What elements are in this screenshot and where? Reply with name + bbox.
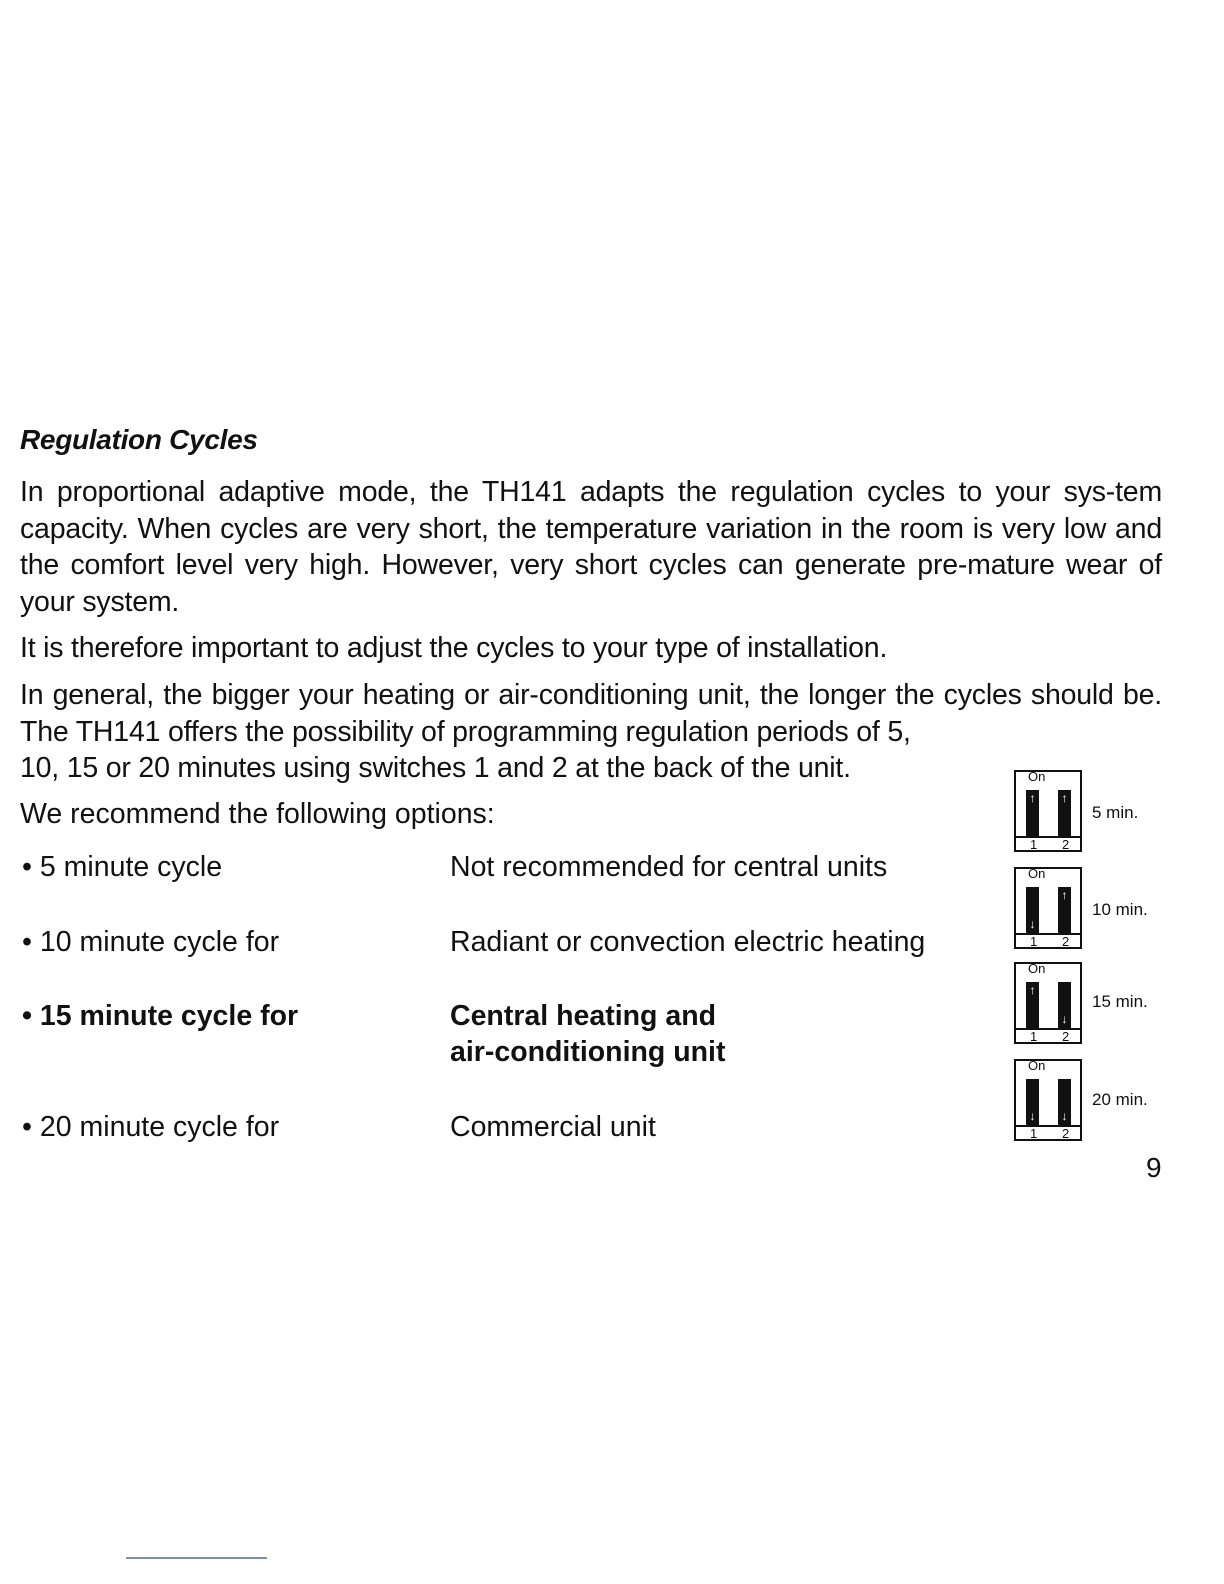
option-20-bullet: • 20 minute cycle for bbox=[22, 1111, 280, 1143]
option-15-description-line2: air-conditioning unit bbox=[450, 1036, 726, 1068]
page-number: 9 bbox=[1146, 1152, 1162, 1183]
dip-switch-2 bbox=[1058, 887, 1071, 933]
recommend-intro: We recommend the following options: bbox=[20, 798, 495, 830]
switch-number-1: 1 bbox=[1030, 1029, 1038, 1044]
switch-number-2: 2 bbox=[1062, 837, 1070, 852]
dip-switch-2 bbox=[1058, 1079, 1071, 1125]
switch-number-1: 1 bbox=[1030, 934, 1038, 949]
arrow-down-icon: ↓ bbox=[1061, 1109, 1068, 1123]
section-heading: Regulation Cycles bbox=[20, 424, 258, 455]
switch-diagram-5min bbox=[1014, 770, 1082, 852]
arrow-down-icon: ↓ bbox=[1029, 917, 1036, 931]
switch-number-1: 1 bbox=[1030, 1126, 1038, 1141]
switch-label-5min: 5 min. bbox=[1092, 803, 1139, 822]
switch-diagram-20min bbox=[1014, 1059, 1082, 1141]
switch-number-2: 2 bbox=[1062, 934, 1070, 949]
switch-label-20min: 20 min. bbox=[1092, 1090, 1148, 1109]
on-label: On bbox=[1028, 961, 1046, 976]
arrow-up-icon: ↑ bbox=[1061, 888, 1068, 902]
switch-number-2: 2 bbox=[1062, 1029, 1070, 1044]
dip-switch-2 bbox=[1058, 790, 1071, 836]
paragraph-general-line2: 10, 15 or 20 minutes using switches 1 and 2 at the back of the unit. bbox=[20, 752, 851, 784]
switch-number-2: 2 bbox=[1062, 1126, 1070, 1141]
dip-switch-1 bbox=[1026, 1079, 1039, 1125]
divider bbox=[1016, 933, 1080, 935]
on-label: On bbox=[1028, 1058, 1046, 1073]
switch-label-15min: 15 min. bbox=[1092, 992, 1148, 1011]
switch-diagram-10min bbox=[1014, 867, 1082, 949]
on-label: On bbox=[1028, 866, 1046, 881]
arrow-up-icon: ↑ bbox=[1029, 983, 1036, 997]
option-20-description: Commercial unit bbox=[450, 1111, 656, 1143]
divider bbox=[1016, 1028, 1080, 1030]
switch-number-1: 1 bbox=[1030, 837, 1038, 852]
dip-switch-1 bbox=[1026, 887, 1039, 933]
option-10-bullet: • 10 minute cycle for bbox=[22, 926, 280, 958]
option-15-description-line1: Central heating and bbox=[450, 1000, 717, 1032]
arrow-up-icon: ↑ bbox=[1029, 791, 1036, 805]
paragraph-general-line1: In general, the bigger your heating or air-conditioning unit, the longer the cycles should be. The TH141 offers the possibility of programming regulation periods of 5, bbox=[20, 679, 1162, 748]
paragraph-intro: In proportional adaptive mode, the TH141 adapts the regulation cycles to your sys-tem capacity. When cycles are very short, the temperature variation in the room is very low and the comfort level very high. However, very short cycles can generate pre-mature wear of your system. bbox=[20, 476, 1162, 618]
option-15-description bbox=[450, 998, 725, 1070]
switch-label-10min: 10 min. bbox=[1092, 900, 1148, 919]
divider bbox=[1016, 836, 1080, 838]
arrow-down-icon: ↓ bbox=[1029, 1109, 1036, 1123]
option-5-description: Not recommended for central units bbox=[450, 851, 888, 883]
arrow-down-icon: ↓ bbox=[1061, 1012, 1068, 1026]
footer-rule bbox=[126, 1557, 267, 1559]
paragraph-general bbox=[20, 677, 1162, 787]
option-15-bullet: • 15 minute cycle for bbox=[22, 1000, 299, 1032]
paragraph-adjust: It is therefore important to adjust the cycles to your type of installation. bbox=[20, 632, 888, 664]
switch-diagram-15min bbox=[1014, 962, 1082, 1044]
on-label: On bbox=[1028, 769, 1046, 784]
divider bbox=[1016, 1125, 1080, 1127]
option-5-bullet: • 5 minute cycle bbox=[22, 851, 223, 883]
option-10-description: Radiant or convection electric heating bbox=[450, 926, 926, 958]
arrow-up-icon: ↑ bbox=[1061, 791, 1068, 805]
dip-switch-1 bbox=[1026, 982, 1039, 1028]
dip-switch-2 bbox=[1058, 982, 1071, 1028]
dip-switch-1 bbox=[1026, 790, 1039, 836]
